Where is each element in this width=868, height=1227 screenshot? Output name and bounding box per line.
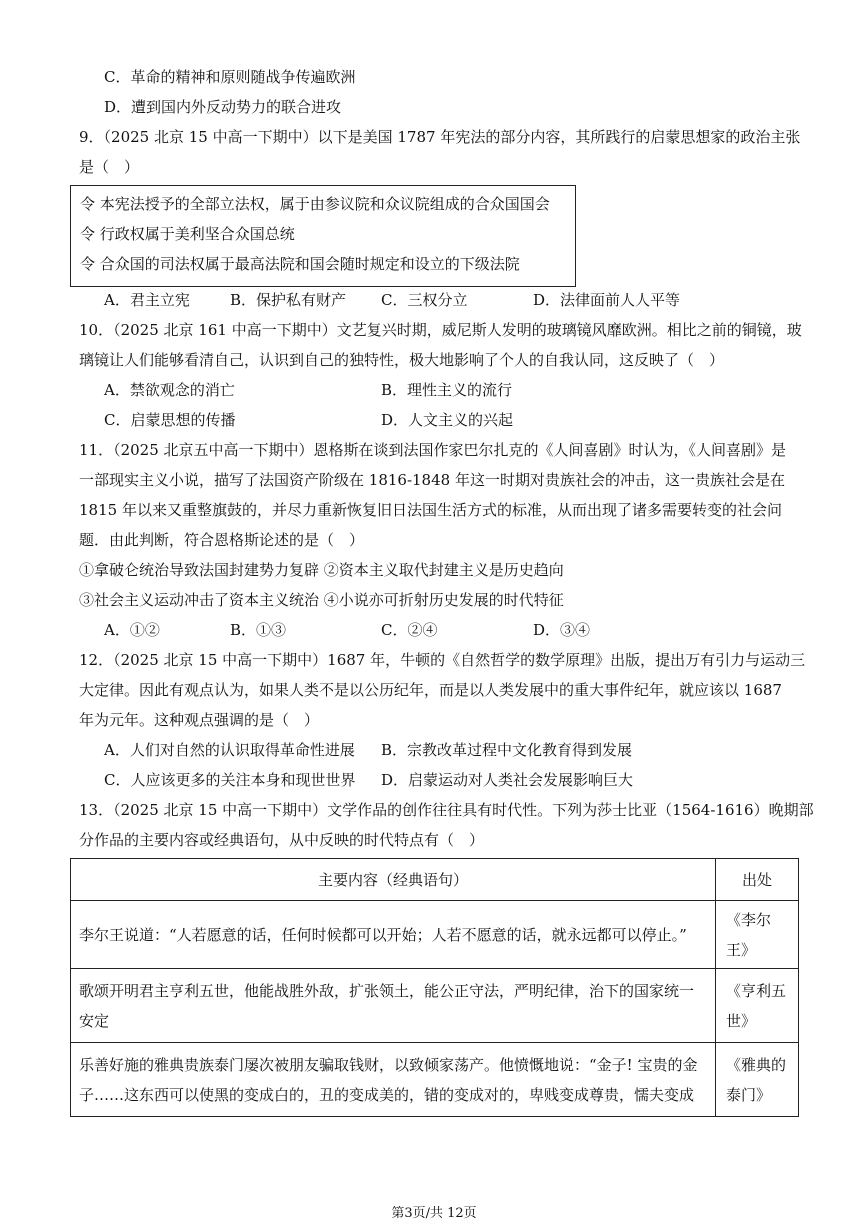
q12-option-b: B．宗教改革过程中文化教育得到发展 xyxy=(381,741,633,759)
q12-stem-line2: 大定律。因此有观点认为，如果人类不是以公历纪年，而是以人类发展中的重大事件纪年，就应该以 1687 xyxy=(79,681,782,699)
table-row xyxy=(71,1043,799,1117)
q11-stem-line3: 1815 年以来又重整旗鼓的，并尽力重新恢复旧日法国生活方式的标准，从而出现了诸多需要转变的社会问 xyxy=(79,501,782,519)
q13-stem-line1: 13．（2025 北京 15 中高一下期中）文学作品的创作往往具有时代性。下列为莎士比亚（1564-1616）晚期部 xyxy=(79,801,814,819)
q11-stem-line1: 11．（2025 北京五中高一下期中）恩格斯在谈到法国作家巴尔扎克的《人间喜剧》时认为，《人间喜剧》是 xyxy=(79,441,787,459)
q11-stem-line2: 一部现实主义小说，描写了法国资产阶级在 1816-1848 年这一时期对贵族社会的冲击，这一贵族社会是在 xyxy=(79,471,785,489)
q10-stem-line2: 璃镜让人们能够看清自己，认识到自己的独特性，极大地影响了个人的自我认同，这反映了（ ） xyxy=(79,351,725,369)
content-line: 乐善好施的雅典贵族泰门屡次被朋友骗取钱财，以致倾家荡产。他愤慨地说：“金子! 宝贵的金 xyxy=(79,1055,698,1074)
q9-option-b: B．保护私有财产 xyxy=(230,291,347,309)
source-line: 世》 xyxy=(726,1011,757,1030)
q11-option-a: A．①② xyxy=(104,621,160,639)
q11-item-line1: ①拿破仑统治导致法国封建势力复辟 ②资本主义取代封建主义是历史趋向 xyxy=(79,561,564,579)
table-cell-content: 李尔王说道：“人若愿意的话，任何时候都可以开始；人若不愿意的话，就永远都可以停止。” xyxy=(71,901,716,969)
q11-option-d: D．③④ xyxy=(533,621,591,639)
source-line: 《雅典的 xyxy=(726,1055,787,1074)
q8-option-c: C．革命的精神和原则随战争传遍欧洲 xyxy=(104,68,356,86)
q9-option-c: C．三权分立 xyxy=(381,291,468,309)
content-line: 安定 xyxy=(79,1011,110,1030)
table-row xyxy=(71,969,799,1043)
content-line: 子……这东西可以使黑的变成白的，丑的变成美的，错的变成对的，卑贱变成尊贵，懦夫变成 xyxy=(79,1085,695,1104)
q11-stem-line4: 题．由此判断，符合恩格斯论述的是（ ） xyxy=(79,531,365,549)
q11-option-b: B．①③ xyxy=(230,621,287,639)
q10-option-d: D．人文主义的兴起 xyxy=(381,411,514,429)
source-line: 《李尔 xyxy=(726,910,772,929)
q10-stem-line1: 10．（2025 北京 161 中高一下期中）文艺复兴时期，威尼斯人发明的玻璃镜风靡欧洲。相比之前的铜镜，玻 xyxy=(79,321,802,339)
q11-item-line2: ③社会主义运动冲击了资本主义统治 ④小说亦可折射历史发展的时代特征 xyxy=(79,591,564,609)
table-header-content: 主要内容（经典语句） xyxy=(71,859,716,901)
table-header-source: 出处 xyxy=(716,859,799,901)
q9-box-line3: 令 合众国的司法权属于最高法院和国会随时规定和设立的下级法院 xyxy=(80,255,520,273)
content-line: 歌颂开明君主亨利五世，他能战胜外敌，扩张领土，能公正守法，严明纪律，治下的国家统一 xyxy=(79,981,695,1000)
q12-stem-line3: 年为元年。这种观点强调的是（ ） xyxy=(79,711,320,729)
q13-works-table xyxy=(70,858,799,1117)
q12-option-d: D．启蒙运动对人类社会发展影响巨大 xyxy=(381,771,634,789)
q9-option-a: A．君主立宪 xyxy=(104,291,190,309)
q13-stem-line2: 分作品的主要内容或经典语句，从中反映的时代特点有（ ） xyxy=(79,831,485,849)
q9-stem-line1: 9．（2025 北京 15 中高一下期中）以下是美国 1787 年宪法的部分内容，其所践行的启蒙思想家的政治主张 xyxy=(79,128,801,146)
q10-option-c: C．启蒙思想的传播 xyxy=(104,411,236,429)
q11-option-c: C．②④ xyxy=(381,621,438,639)
q8-option-d: D．遭到国内外反动势力的联合进攻 xyxy=(104,98,342,116)
table-cell-content xyxy=(71,969,716,1043)
q9-box-line1: 令 本宪法授予的全部立法权，属于由参议院和众议院组成的合众国国会 xyxy=(80,195,550,213)
q12-stem-line1: 12．（2025 北京 15 中高一下期中）1687 年，牛顿的《自然哲学的数学原理》出版，提出万有引力与运动三 xyxy=(79,651,806,669)
q10-option-b: B．理性主义的流行 xyxy=(381,381,513,399)
table-cell-source xyxy=(716,901,799,969)
q12-option-a: A．人们对自然的认识取得革命性进展 xyxy=(104,741,355,759)
source-line: 《亨利五 xyxy=(726,981,787,1000)
table-cell-source xyxy=(716,969,799,1043)
source-line: 泰门》 xyxy=(726,1085,772,1104)
q9-option-d: D．法律面前人人平等 xyxy=(533,291,681,309)
q12-option-c: C．人应该更多的关注本身和现世世界 xyxy=(104,771,356,789)
q9-stem-line2: 是（ ） xyxy=(79,158,140,176)
source-line: 王》 xyxy=(726,940,757,959)
table-header-row xyxy=(71,859,799,901)
table-cell-source xyxy=(716,1043,799,1117)
table-cell-content xyxy=(71,1043,716,1117)
table-row xyxy=(71,901,799,969)
q9-constitution-box xyxy=(70,185,576,287)
q9-box-line2: 令 行政权属于美利坚合众国总统 xyxy=(80,225,295,243)
page-footer: 第3页/共 12页 xyxy=(391,1206,477,1221)
q10-option-a: A．禁欲观念的消亡 xyxy=(104,381,235,399)
